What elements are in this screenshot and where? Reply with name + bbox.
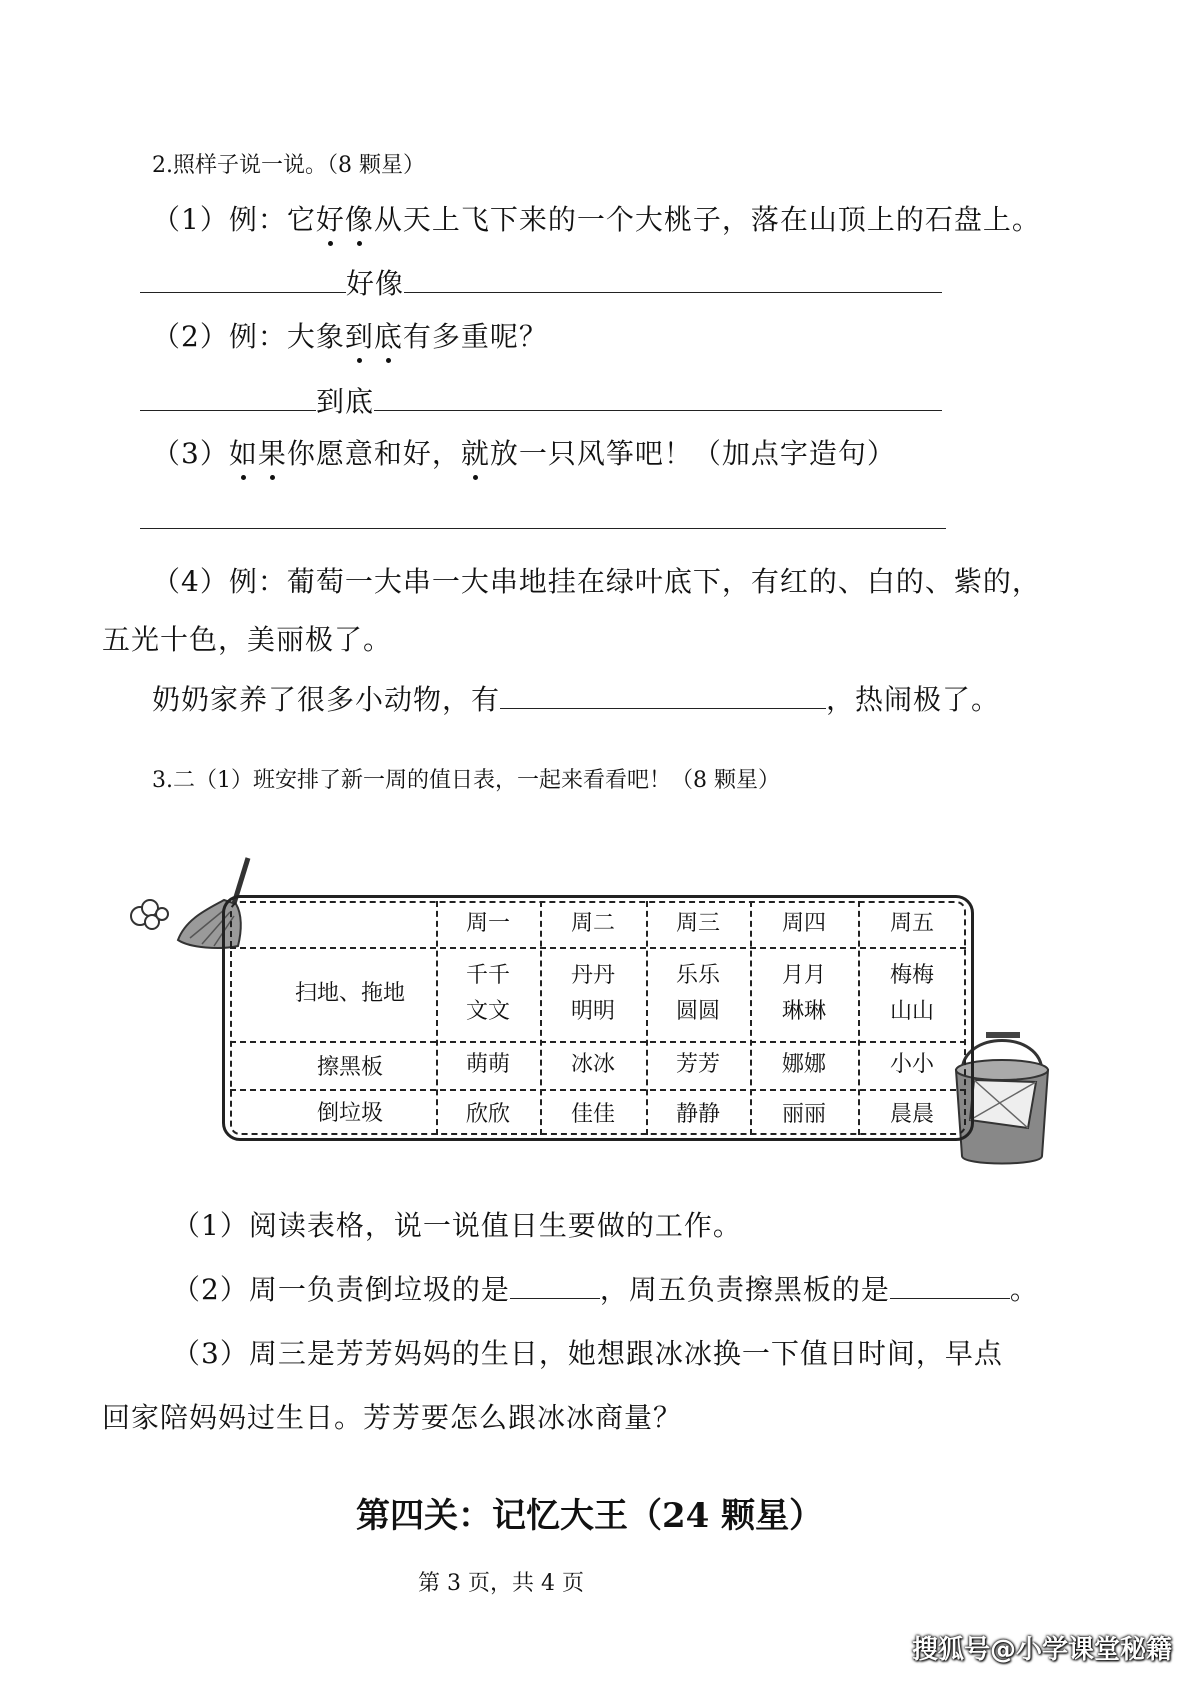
dotted-char: 像 — [345, 198, 374, 238]
item3-pre: （3） — [152, 437, 229, 470]
q2-item1-example — [152, 198, 1041, 238]
dotted-char: 就 — [461, 432, 490, 472]
name-cell — [436, 958, 540, 1030]
student-name: 静静 — [675, 1102, 720, 1127]
item2-pre: （2）例：大象 — [152, 320, 345, 353]
q2-item2-example — [152, 315, 548, 355]
answer-blank[interactable] — [374, 384, 942, 411]
row-divider — [230, 947, 966, 949]
section-title: 第四关：记忆大王（24 颗星） — [356, 1496, 824, 1536]
q3-heading: 3.二（1）班安排了新一周的值日表，一起来看看吧！（8 颗星） — [152, 768, 780, 793]
item2-keyword: 到底 — [316, 385, 375, 418]
name-cell — [750, 958, 858, 1030]
watermark: 搜狐号@小学课堂秘籍 — [911, 1635, 1172, 1665]
dotted-char: 果 — [258, 432, 287, 472]
row-divider — [230, 1089, 966, 1091]
item4-fill-post: ，热闹极了。 — [826, 683, 1001, 716]
q2-item4-line2: 五光十色，美丽极了。 — [102, 623, 393, 656]
answer-blank[interactable] — [890, 1272, 1010, 1299]
answer-blank[interactable] — [140, 384, 316, 411]
item1-post: 从天上飞下来的一个大桃子，落在山顶上的石盘上。 — [373, 203, 1041, 236]
student-name: 千千 — [465, 963, 510, 988]
student-name: 丹丹 — [570, 963, 615, 988]
dotted-char: 底 — [374, 315, 403, 355]
student-name: 明明 — [570, 999, 615, 1024]
dotted-char: 好 — [316, 198, 345, 238]
student-name: 娜娜 — [781, 1052, 826, 1077]
day-header: 周一 — [465, 911, 510, 936]
item2-post: 有多重呢？ — [402, 320, 548, 353]
sub2-mid: ，周五负责擦黑板的是 — [599, 1273, 890, 1306]
name-cell — [540, 958, 646, 1030]
q3-sub3-line2: 回家陪妈妈过生日。芳芳要怎么跟冰冰商量？ — [102, 1401, 683, 1434]
q2-item4-fill — [152, 678, 1000, 718]
student-name: 芳芳 — [675, 1052, 720, 1077]
student-name: 欣欣 — [465, 1102, 510, 1127]
item1-pre: （1）例：它 — [152, 203, 316, 236]
q3-sub1: （1）阅读表格，说一说值日生要做的工作。 — [172, 1209, 742, 1242]
sub2-post: 。 — [1009, 1273, 1039, 1306]
q2-item4-line1: （4）例：葡萄一大串一大串地挂在绿叶底下，有红的、白的、紫的， — [152, 565, 1041, 598]
q2-item1-answer — [140, 262, 942, 302]
task-label: 扫地、拖地 — [294, 981, 405, 1006]
answer-blank[interactable] — [510, 1272, 600, 1299]
student-name: 萌萌 — [465, 1052, 510, 1077]
sub2-pre: （2）周一负责倒垃圾的是 — [172, 1273, 510, 1306]
student-name: 圆圆 — [675, 999, 720, 1024]
student-name: 丽丽 — [781, 1102, 826, 1127]
student-name: 月月 — [781, 963, 826, 988]
student-name: 佳佳 — [570, 1102, 615, 1127]
student-name: 文文 — [465, 999, 510, 1024]
item3-answer-line[interactable] — [140, 528, 946, 529]
day-header: 周三 — [675, 911, 720, 936]
day-header: 周五 — [889, 911, 934, 936]
name-cell — [646, 958, 750, 1030]
q2-item2-answer — [140, 380, 942, 420]
item3-post: 放一只风筝吧！（加点字造句） — [489, 437, 896, 470]
dotted-char: 到 — [345, 315, 374, 355]
q2-item3 — [152, 432, 896, 472]
item1-keyword: 好像 — [346, 267, 405, 300]
q3-sub3-line1: （3）周三是芳芳妈妈的生日，她想跟冰冰换一下值日时间，早点 — [172, 1337, 1003, 1370]
student-name: 梅梅 — [889, 963, 934, 988]
page-footer: 第 3 页，共 4 页 — [418, 1571, 584, 1596]
q2-heading: 2.照样子说一说。（8 颗星） — [152, 153, 425, 178]
task-label: 擦黑板 — [316, 1055, 383, 1080]
task-label: 倒垃圾 — [316, 1101, 383, 1126]
dotted-char: 如 — [229, 432, 258, 472]
answer-blank[interactable] — [500, 682, 826, 709]
student-name: 冰冰 — [570, 1052, 615, 1077]
student-name: 小小 — [889, 1052, 934, 1077]
name-cell — [858, 958, 966, 1030]
student-name: 晨晨 — [889, 1102, 934, 1127]
answer-blank[interactable] — [140, 266, 346, 293]
student-name: 乐乐 — [675, 963, 720, 988]
item4-fill-pre: 奶奶家养了很多小动物，有 — [152, 683, 501, 716]
q3-sub2 — [172, 1268, 1039, 1308]
row-divider — [230, 1041, 966, 1043]
item3-mid: 你愿意和好， — [286, 437, 461, 470]
answer-blank[interactable] — [404, 266, 942, 293]
student-name: 琳琳 — [781, 999, 826, 1024]
day-header: 周二 — [570, 911, 615, 936]
day-header: 周四 — [781, 911, 826, 936]
student-name: 山山 — [889, 999, 934, 1024]
